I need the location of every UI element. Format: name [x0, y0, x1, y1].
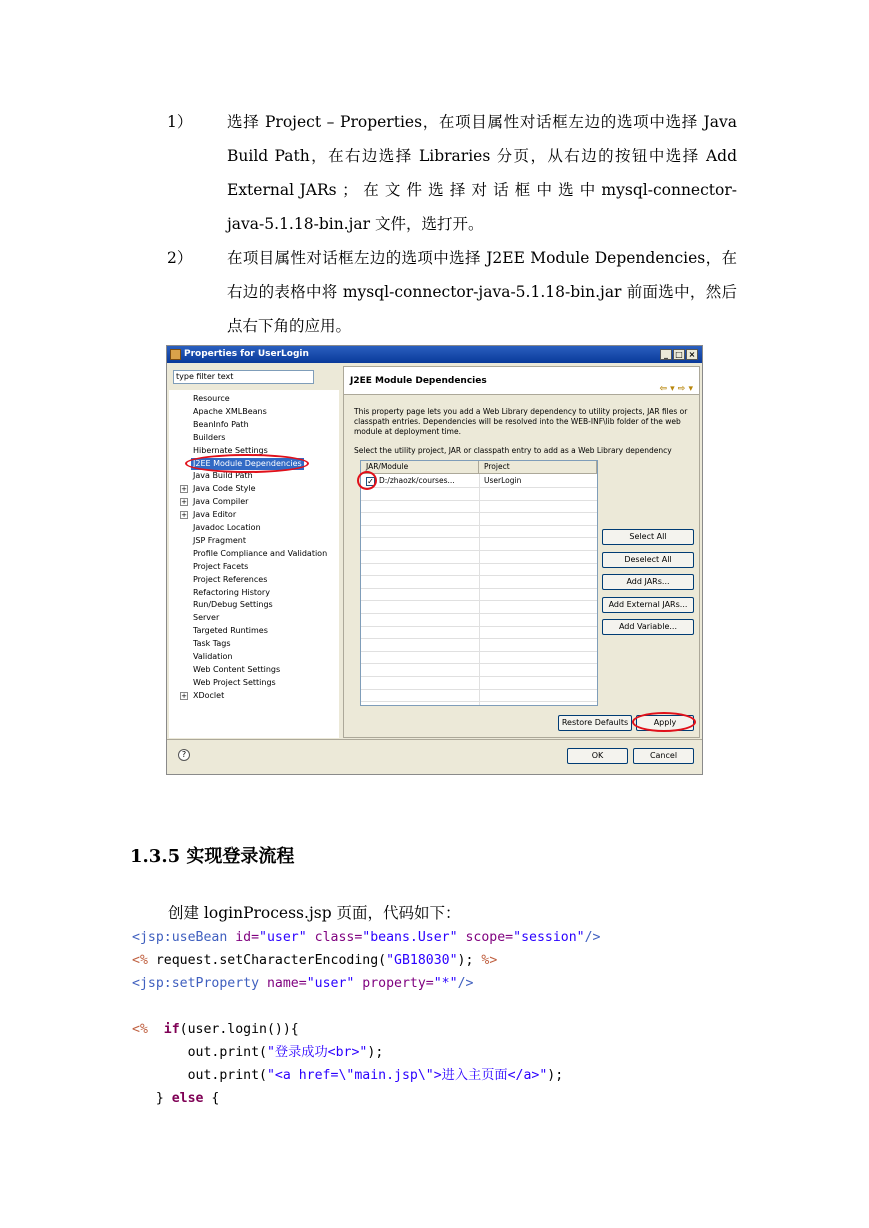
- column-header-jar[interactable]: JAR/Module: [361, 461, 479, 474]
- tree-item[interactable]: [181, 483, 256, 495]
- tree-item[interactable]: [193, 664, 280, 676]
- page-panel: [343, 366, 700, 738]
- tree-item-label: J2EE Module Dependencies: [193, 458, 302, 468]
- column-header-project[interactable]: Project: [479, 461, 597, 474]
- tree-item-label: Hibernate Settings: [193, 445, 268, 455]
- step-number: 2）: [167, 249, 193, 267]
- tree-item[interactable]: [193, 535, 246, 547]
- section-intro: 创建 loginProcess.jsp 页面，代码如下：: [168, 904, 461, 922]
- deselect-all-button[interactable]: Deselect All: [602, 552, 694, 568]
- dialog-footer: [167, 739, 702, 774]
- table-grid-line: [361, 487, 597, 488]
- tree-item[interactable]: [181, 496, 249, 508]
- select-prompt: Select the utility project, JAR or classpath entry to add as a Web Library dependency: [354, 446, 672, 455]
- tree-item-label: Java Editor: [193, 510, 237, 520]
- tree-item[interactable]: [193, 587, 270, 599]
- tree-item[interactable]: [193, 522, 261, 534]
- tree-item-label: Targeted Runtimes: [193, 626, 268, 636]
- highlight-circle-tree: [185, 454, 309, 473]
- tree-item[interactable]: [193, 638, 231, 650]
- tree-item-label: Java Compiler: [193, 497, 249, 507]
- tree-item-label: Project Facets: [193, 561, 249, 571]
- table-grid-line: [361, 663, 597, 664]
- tree-item-label: Profile Compliance and Validation: [193, 548, 328, 558]
- section-heading: 1.3.5 实现登录流程: [130, 846, 295, 867]
- step-number: 1）: [167, 113, 193, 131]
- tree-item-label: XDoclet: [193, 690, 225, 700]
- dialog-title-bar: [167, 346, 702, 363]
- tree-item-label: Builders: [193, 432, 226, 442]
- select-all-button[interactable]: Select All: [602, 529, 694, 545]
- tree-item[interactable]: [193, 651, 233, 663]
- step-text: 选择 Project – Properties，在项目属性对话框左边的选项中选择 Java Build Path，在右边选择 Libraries 分页，从右边的按钮中选择 Add External JARs ； 在 文 件 选 择 对 话 框 中 选 中 mysql-connector-java-5.1.18-bin.jar 文件，选打开。: [227, 113, 737, 233]
- row-checkbox[interactable]: ✓: [367, 477, 374, 486]
- table-grid-line: [361, 676, 597, 677]
- table-grid-line: [361, 613, 597, 614]
- table-grid-line: [361, 638, 597, 639]
- add-variable-button[interactable]: Add Variable...: [602, 619, 694, 635]
- close-icon[interactable]: ×: [686, 349, 698, 360]
- code-line-2: <% request.setCharacterEncoding("GB18030"); %>: [132, 953, 498, 968]
- tree-item-label: Project References: [193, 574, 268, 584]
- step-text: 在项目属性对话框左边的选项中选择 J2EE Module Dependencies，在右边的表格中将 mysql-connector-java-5.1.18-bin.jar 前面选中，然后点右下角的应用。: [227, 249, 737, 335]
- tree-item[interactable]: [193, 432, 225, 444]
- restore-defaults-button[interactable]: Restore Defaults: [558, 715, 632, 731]
- tree-item[interactable]: [193, 561, 248, 573]
- tree-item-label: Apache XMLBeans: [193, 406, 267, 416]
- expand-icon[interactable]: +: [181, 511, 187, 520]
- properties-dialog-screenshot: [166, 345, 703, 775]
- tree-item-label: JSP Fragment: [193, 535, 247, 545]
- tree-item-label: Task Tags: [193, 639, 231, 649]
- code-line-1: <jsp:useBean id="user" class="beans.User" scope="session"/>: [132, 930, 601, 945]
- tree-item-label: Validation: [193, 652, 233, 661]
- nav-arrows-icon[interactable]: ⇦ ▾ ⇨ ▾: [659, 384, 693, 394]
- tree-item-label: Web Project Settings: [193, 677, 276, 687]
- maximize-icon[interactable]: □: [673, 349, 685, 360]
- apply-button[interactable]: Apply: [636, 715, 694, 731]
- table-grid-line: [361, 626, 597, 627]
- dependency-table: [360, 460, 598, 706]
- code-line-5: <% if(user.login()){: [132, 1022, 299, 1037]
- table-grid-line: [361, 689, 597, 690]
- table-grid-line: [361, 651, 597, 652]
- table-cell-jar: D:/zhaozk/courses...: [379, 476, 455, 485]
- expand-icon[interactable]: +: [181, 498, 187, 507]
- tree-item-label: Run/Debug Settings: [193, 600, 273, 610]
- highlight-circle-checkbox: [357, 471, 377, 490]
- tree-item[interactable]: [193, 574, 267, 586]
- code-line-6: out.print("登录成功<br>");: [132, 1045, 384, 1060]
- table-grid-line: [361, 701, 597, 702]
- tree-item-label: Web Content Settings: [193, 664, 281, 674]
- table-grid-line: [361, 537, 597, 538]
- tree-item[interactable]: [193, 419, 249, 431]
- tree-item-label: Java Build Path: [193, 471, 253, 481]
- minimize-icon[interactable]: _: [660, 349, 672, 360]
- highlight-circle-apply: [632, 712, 696, 732]
- tree-item[interactable]: [181, 690, 225, 702]
- app-icon: [170, 349, 181, 360]
- dialog-title: Properties for UserLogin: [184, 349, 309, 359]
- code-line-7: out.print("<a href=\"main.jsp\">进入主页面</a>");: [132, 1068, 564, 1083]
- tree-item-label: BeanInfo Path: [193, 419, 249, 429]
- tree-item-label: Server: [193, 613, 220, 623]
- code-line-8: } else {: [132, 1091, 220, 1106]
- ok-button[interactable]: OK: [567, 748, 628, 764]
- table-grid-line: [361, 500, 597, 501]
- tree-item[interactable]: [193, 625, 268, 637]
- tree-item[interactable]: [193, 677, 276, 689]
- tree-item-label: Resource: [193, 394, 230, 403]
- tree-item[interactable]: [193, 599, 273, 611]
- tree-item[interactable]: [181, 509, 237, 521]
- page-description: This property page lets you add a Web Library dependency to utility projects, JAR files or classpath entries. Dependencies will be resolved into the WEB-INF\lib folder of the web module at deployment time.: [354, 407, 688, 436]
- tree-item-label: Java Code Style: [193, 484, 256, 494]
- code-line-3: <jsp:setProperty name="user" property="*"/>: [132, 976, 474, 991]
- table-grid-line: [361, 525, 597, 526]
- filter-input[interactable]: type filter text: [173, 370, 314, 384]
- add-external-jars-button[interactable]: Add External JARs...: [602, 597, 694, 613]
- tree-item-label: Refactoring History: [193, 587, 270, 597]
- tree-item[interactable]: [193, 406, 267, 418]
- category-tree: [169, 390, 339, 738]
- tree-item[interactable]: [193, 548, 327, 560]
- add-jars-button[interactable]: Add JARs...: [602, 574, 694, 590]
- table-grid-line: [361, 575, 597, 576]
- tree-item-label: Javadoc Location: [193, 523, 261, 532]
- table-grid-line: [361, 563, 597, 564]
- table-cell-project: UserLogin: [484, 476, 522, 485]
- help-icon[interactable]: ?: [178, 749, 190, 761]
- expand-icon[interactable]: +: [181, 691, 187, 700]
- table-grid-line: [361, 512, 597, 513]
- cancel-button[interactable]: Cancel: [633, 748, 694, 764]
- table-grid-line: [361, 600, 597, 601]
- tree-item[interactable]: [193, 612, 219, 624]
- expand-icon[interactable]: +: [181, 485, 187, 494]
- page-header: [344, 367, 699, 395]
- table-grid-line: [361, 588, 597, 589]
- page-title: J2EE Module Dependencies: [350, 376, 487, 386]
- table-grid-line: [361, 550, 597, 551]
- tree-item[interactable]: [193, 393, 230, 405]
